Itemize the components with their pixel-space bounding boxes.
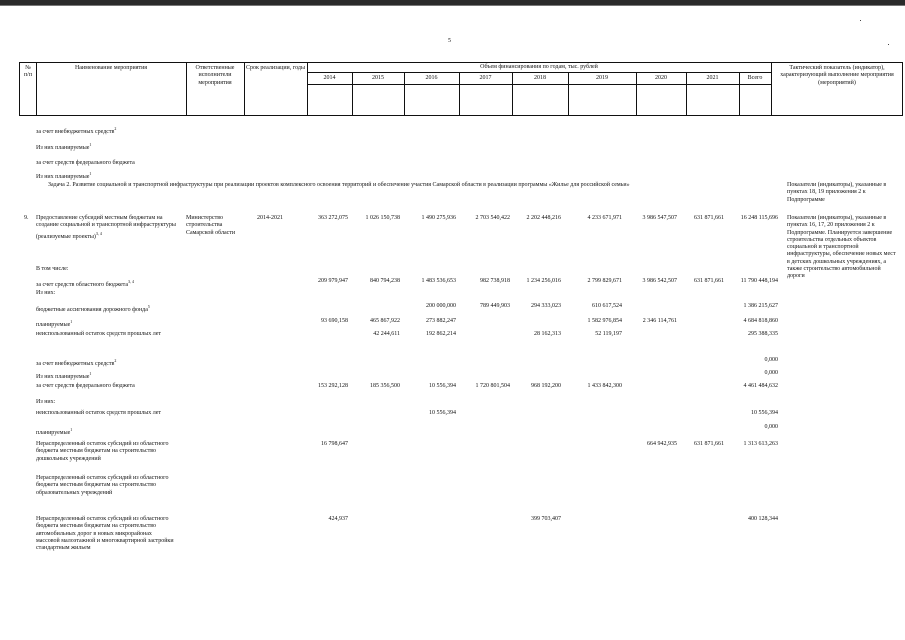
value-cell: 209 979,947 (318, 278, 348, 284)
value-cell: 42 244,611 (373, 331, 400, 337)
value-cell: 295 388,335 (748, 331, 778, 337)
row-label (36, 303, 176, 314)
header-year: 2019 (596, 75, 608, 81)
row-label-text: за счет средств федерального бюджета (36, 383, 135, 389)
footnote-mark: 1 (70, 427, 73, 432)
row-label-text: Нераспределенный остаток субсидий из областного бюджета местным бюджетам на строительство дошкольных учреждений (36, 441, 169, 462)
item-number: 9. (24, 215, 29, 221)
row-label (36, 357, 176, 368)
value-cell: 4 233 671,971 (587, 215, 622, 221)
footnote-mark: 3, 4 (128, 279, 135, 284)
value-cell: 1 234 256,016 (526, 278, 561, 284)
value-cell: 28 162,313 (534, 331, 561, 337)
value-cell: 10 556,394 (751, 410, 778, 416)
header-year: 2015 (372, 75, 384, 81)
row-label (36, 426, 176, 437)
value-cell: 192 862,214 (426, 331, 456, 337)
value-cell: 0,000 (764, 370, 778, 376)
scan-edge-line (0, 5, 905, 6)
row-label-text: планируемые (36, 322, 71, 328)
row-label (36, 441, 176, 463)
row-label (36, 410, 176, 417)
item-period: 2014-2021 (257, 215, 283, 221)
row-label-text: Из них планируемые (36, 374, 90, 380)
footnote-mark: 1 (70, 319, 73, 324)
header-year: 2014 (323, 75, 336, 81)
value-cell: 16 248 115,696 (740, 215, 778, 221)
header-year: 2021 (706, 75, 719, 81)
row-label (36, 290, 176, 297)
row-label: за счет средств федерального бюджета (36, 160, 135, 166)
value-cell: 968 192,200 (531, 383, 561, 389)
value-cell: 2 202 448,216 (526, 215, 561, 221)
row-label-text: В том числе: (36, 266, 69, 272)
value-cell: 185 356,500 (370, 383, 400, 389)
value-cell: 465 867,922 (370, 318, 400, 324)
row-label-text: за счет внебюджетных средств (36, 361, 115, 367)
row-label-text: планируемые (36, 430, 71, 436)
header-responsible: Ответственные исполнители мероприятия (195, 65, 235, 86)
value-cell: 631 871,661 (694, 278, 724, 284)
value-cell: 273 882,247 (426, 318, 456, 324)
row-label-text: бюджетные ассигнования дорожного фонда (36, 307, 148, 313)
value-cell: 1 433 842,300 (587, 383, 622, 389)
header-year: 2017 (479, 75, 492, 81)
value-cell: 840 794,238 (370, 278, 400, 284)
row-label (36, 266, 176, 273)
value-cell: 400 128,344 (748, 516, 778, 522)
header-year: 2018 (534, 75, 546, 81)
header-num: № п/п (23, 65, 33, 79)
value-cell: 93 690,158 (321, 318, 348, 324)
row-label-text: Нераспределенный остаток субсидий из областного бюджета местным бюджетам на строительство автомобильных дорог в новых микрорайонах массовой малоэтажной и многоквартирной застройки стандартным жильем (36, 516, 174, 552)
row-label: Из них планируемые$^1$ (36, 142, 92, 151)
row-label: Из них планируемые$^1$ (36, 171, 92, 180)
footnote-mark: 5 (147, 304, 150, 309)
task-indicator: Показатели (индикаторы), указанные в пунктах 18, 19 приложения 2 к Подпрограмме (787, 182, 887, 203)
task-text: Задача 2. Развитие социальной и транспортной инфраструктуры при реализации проектов комплексного освоения территорий и обеспечение участия Самарской области в реализации программы «Жилье для российской семьи» (48, 182, 630, 188)
value-cell: 2 703 540,422 (475, 215, 510, 221)
page-number: 5 (448, 38, 451, 44)
value-cell: 664 942,935 (647, 441, 677, 447)
header-indicator: Тактический показатель (индикатор), характеризующий выполнение мероприятия (мероприятий) (780, 65, 894, 86)
row-label-text: за счет средств областного бюджета (36, 282, 129, 288)
footnote-mark: 2 (114, 358, 117, 363)
value-cell: 424,937 (328, 516, 348, 522)
header-funding: Объем финансирования по годам, тыс. рублей (480, 64, 598, 70)
row-label-text: Нераспределенный остаток субсидий из областного бюджета местным бюджетам на строительство образовательных учреждений (36, 475, 169, 496)
row-label-text: Из них: (36, 290, 56, 296)
value-cell: 52 119,197 (595, 331, 622, 337)
row-label (36, 383, 176, 390)
value-cell: 631 871,661 (694, 441, 724, 447)
value-cell: 399 703,407 (531, 516, 561, 522)
row-label (36, 331, 176, 338)
row-label (36, 516, 176, 552)
value-cell: 0,000 (764, 424, 778, 430)
value-cell: 4 461 484,632 (743, 383, 778, 389)
row-label (36, 475, 176, 497)
value-cell: 2 346 114,761 (642, 318, 677, 324)
value-cell: 3 986 542,507 (642, 278, 677, 284)
row-label: за счет внебюджетных средств$^2$ (36, 126, 117, 135)
value-cell: 1 313 613,263 (743, 441, 778, 447)
value-cell: 16 798,647 (321, 441, 348, 447)
row-label (36, 370, 176, 381)
value-cell: 1 386 215,627 (743, 303, 778, 309)
row-label (36, 318, 176, 329)
row-label (36, 399, 176, 406)
value-cell: 1 582 976,854 (587, 318, 622, 324)
value-cell: 982 738,918 (480, 278, 510, 284)
footnote-mark: 1 (89, 371, 92, 376)
value-cell: 294 333,023 (531, 303, 561, 309)
value-cell: 789 449,903 (480, 303, 510, 309)
item-responsible: Министерство строительства Самарской области (186, 215, 236, 236)
value-cell: 631 871,661 (694, 215, 724, 221)
value-cell: 1 720 801,504 (475, 383, 510, 389)
item-indicator: Показатели (индикаторы), указанные в пунктах 16, 17, 20 приложения 2 к Подпрограмме. Планируется завершение строительства отдельных объектов социальной и транспортной инфраструктуры, обеспечение новых мест в детских дошкольных учреждениях, а также строительство автомобильной дороги (787, 215, 896, 280)
header-name: Наименование мероприятия (74, 65, 148, 71)
value-cell: 10 556,394 (429, 383, 456, 389)
value-cell: 2 799 829,671 (587, 278, 622, 284)
value-cell: 153 292,128 (318, 383, 348, 389)
row-label-text: Из них: (36, 399, 56, 405)
header-period: Срок реализации, годы (246, 65, 305, 71)
value-cell: 200 000,000 (426, 303, 456, 309)
value-cell: 363 272,075 (318, 215, 348, 221)
row-label-text: неиспользованный остаток средств прошлых лет (36, 331, 162, 337)
value-cell: 3 986 547,507 (642, 215, 677, 221)
value-cell: 610 617,524 (592, 303, 622, 309)
value-cell: 4 684 818,860 (743, 318, 778, 324)
item-name: Предоставление субсидий местным бюджетам на создание социальной и транспортной инфраструктуры (реализуемые проекты)$^{3, 4}$ (36, 215, 176, 240)
header-year: 2016 (425, 75, 438, 81)
value-cell: 0,000 (764, 357, 778, 363)
value-cell: 10 556,394 (429, 410, 456, 416)
header-total: Всего (747, 75, 763, 81)
value-cell: 1 490 275,936 (421, 215, 456, 221)
scan-speck (860, 20, 861, 21)
value-cell: 11 790 448,194 (740, 278, 778, 284)
row-label-text: неиспользованный остаток средств прошлых лет (36, 410, 162, 416)
value-cell: 1 026 150,738 (365, 215, 400, 221)
row-label (36, 278, 176, 289)
value-cell: 1 483 536,653 (421, 278, 456, 284)
scan-speck (888, 44, 889, 45)
header-year: 2020 (655, 75, 667, 81)
table-header (19, 62, 903, 116)
